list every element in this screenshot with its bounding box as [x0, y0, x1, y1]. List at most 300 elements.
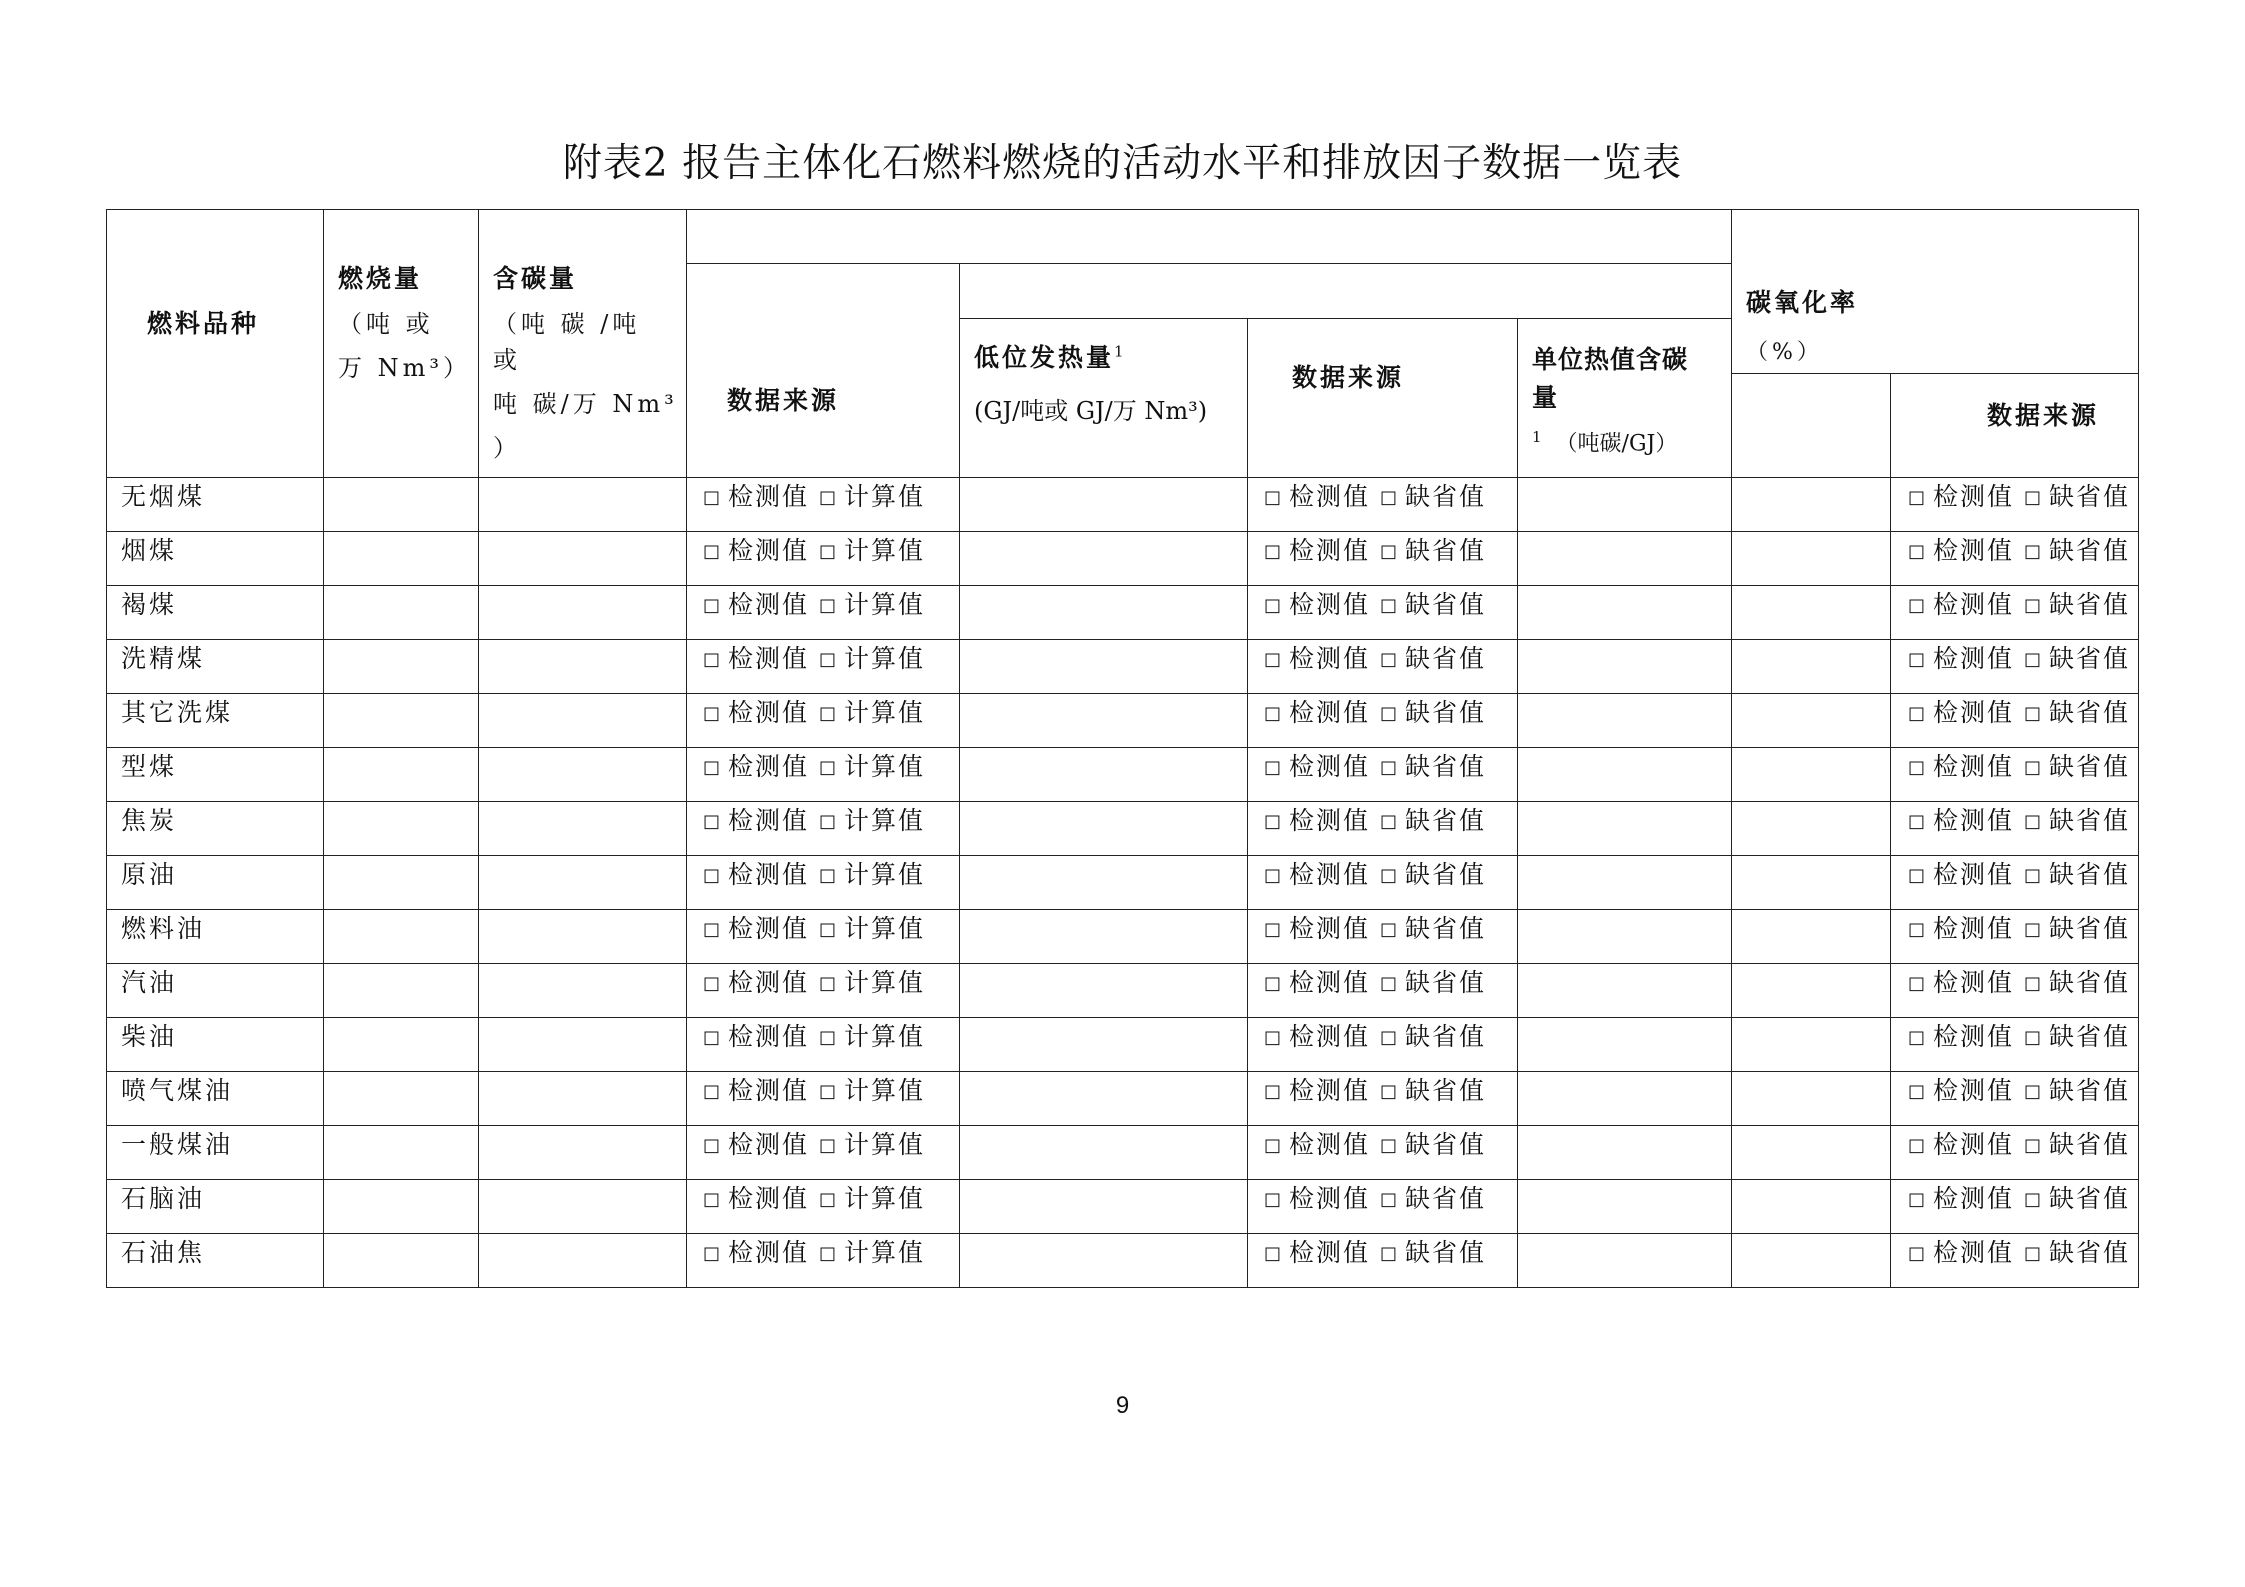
- combustion-cell[interactable]: [324, 964, 479, 1018]
- combustion-cell[interactable]: [324, 748, 479, 802]
- oxidation-cell[interactable]: [1732, 964, 1891, 1018]
- combustion-cell[interactable]: [324, 802, 479, 856]
- unit-carbon-cell[interactable]: [1518, 748, 1732, 802]
- checkbox-measured[interactable]: □: [703, 811, 723, 832]
- combustion-cell[interactable]: [324, 694, 479, 748]
- option-label-default: 缺省值: [2049, 536, 2131, 565]
- fuel-name: 洗精煤: [107, 640, 324, 694]
- checkbox-default[interactable]: □: [2023, 1027, 2043, 1048]
- checkbox-default[interactable]: □: [2023, 1135, 2043, 1156]
- data-source-options: [1248, 1234, 1518, 1288]
- option-label-calculated: 计算值: [844, 590, 926, 619]
- data-source-options: [1891, 748, 2139, 802]
- header-unit-carbon: 单位热值含碳 量 $^1$ （吨碳/GJ）: [1518, 319, 1732, 478]
- checkbox-measured[interactable]: □: [1908, 973, 1928, 994]
- option-label-measured: 检测值: [1289, 968, 1371, 997]
- checkbox-default[interactable]: □: [2023, 865, 2043, 886]
- fuel-name: 原油: [107, 856, 324, 910]
- checkbox-default[interactable]: □: [2023, 1243, 2043, 1264]
- table-row: [107, 1234, 2139, 1288]
- data-source-options: [687, 586, 960, 640]
- combustion-cell[interactable]: [324, 1180, 479, 1234]
- checkbox-calculated[interactable]: □: [818, 487, 838, 508]
- fuel-name: 焦炭: [107, 802, 324, 856]
- option-label-measured: 检测值: [728, 914, 810, 943]
- carbon-content-cell[interactable]: [479, 802, 687, 856]
- option-label-measured: 检测值: [1933, 1184, 2015, 1213]
- data-source-options: [1248, 1180, 1518, 1234]
- combustion-cell[interactable]: [324, 1072, 479, 1126]
- carbon-content-cell[interactable]: [479, 1234, 687, 1288]
- data-source-options: [1891, 694, 2139, 748]
- checkbox-measured[interactable]: □: [703, 865, 723, 886]
- option-label-default: 缺省值: [2049, 1022, 2131, 1051]
- unit-carbon-cell[interactable]: [1518, 640, 1732, 694]
- checkbox-default[interactable]: □: [2023, 541, 2043, 562]
- checkbox-measured[interactable]: □: [1264, 1081, 1284, 1102]
- checkbox-measured[interactable]: □: [1908, 595, 1928, 616]
- lhv-cell[interactable]: [960, 640, 1248, 694]
- data-source-options: [1891, 532, 2139, 586]
- checkbox-default[interactable]: □: [1379, 919, 1399, 940]
- checkbox-calculated[interactable]: □: [818, 1081, 838, 1102]
- header-fuel-type: 燃料品种: [107, 210, 324, 478]
- table-row: [107, 1072, 2139, 1126]
- oxidation-cell[interactable]: [1732, 1180, 1891, 1234]
- checkbox-measured[interactable]: □: [1908, 1081, 1928, 1102]
- fuel-name: 燃料油: [107, 910, 324, 964]
- checkbox-measured[interactable]: □: [1908, 649, 1928, 670]
- checkbox-measured[interactable]: □: [1264, 973, 1284, 994]
- header-oxidation-data-source: 数据来源: [1891, 374, 2139, 478]
- option-label-calculated: 计算值: [844, 644, 926, 673]
- table-row: [107, 856, 2139, 910]
- option-label-default: 缺省值: [1405, 914, 1487, 943]
- lhv-cell[interactable]: [960, 964, 1248, 1018]
- option-label-measured: 检测值: [1933, 752, 2015, 781]
- option-label-measured: 检测值: [1289, 482, 1371, 511]
- checkbox-measured[interactable]: □: [1264, 649, 1284, 670]
- unit-carbon-cell[interactable]: [1518, 694, 1732, 748]
- oxidation-cell[interactable]: [1732, 640, 1891, 694]
- lhv-cell[interactable]: [960, 856, 1248, 910]
- data-source-options: [1248, 478, 1518, 532]
- unit-carbon-cell[interactable]: [1518, 532, 1732, 586]
- checkbox-default[interactable]: □: [2023, 811, 2043, 832]
- checkbox-measured[interactable]: □: [1908, 757, 1928, 778]
- header-blank-mid: [960, 264, 1732, 319]
- checkbox-measured[interactable]: □: [703, 1243, 723, 1264]
- option-label-default: 缺省值: [2049, 1238, 2131, 1267]
- carbon-content-cell[interactable]: [479, 640, 687, 694]
- lhv-cell[interactable]: [960, 748, 1248, 802]
- oxidation-cell[interactable]: [1732, 802, 1891, 856]
- oxidation-cell[interactable]: [1732, 694, 1891, 748]
- data-source-options: [1248, 586, 1518, 640]
- data-source-options: [1248, 1072, 1518, 1126]
- carbon-content-cell[interactable]: [479, 1180, 687, 1234]
- carbon-content-cell[interactable]: [479, 1072, 687, 1126]
- table-row: [107, 478, 2139, 532]
- header-blank-top: [687, 210, 1732, 264]
- checkbox-default[interactable]: □: [2023, 487, 2043, 508]
- checkbox-calculated[interactable]: □: [818, 919, 838, 940]
- option-label-measured: 检测值: [728, 698, 810, 727]
- option-label-measured: 检测值: [1289, 1130, 1371, 1159]
- option-label-default: 缺省值: [1405, 1022, 1487, 1051]
- checkbox-default[interactable]: □: [1379, 973, 1399, 994]
- option-label-default: 缺省值: [1405, 860, 1487, 889]
- checkbox-measured[interactable]: □: [1264, 1135, 1284, 1156]
- option-label-calculated: 计算值: [844, 1022, 926, 1051]
- checkbox-calculated[interactable]: □: [818, 757, 838, 778]
- checkbox-measured[interactable]: □: [1264, 703, 1284, 724]
- checkbox-measured[interactable]: □: [1264, 1243, 1284, 1264]
- checkbox-calculated[interactable]: □: [818, 1135, 838, 1156]
- checkbox-calculated[interactable]: □: [818, 1243, 838, 1264]
- option-label-default: 缺省值: [1405, 752, 1487, 781]
- option-label-measured: 检测值: [1933, 1130, 2015, 1159]
- checkbox-measured[interactable]: □: [1908, 703, 1928, 724]
- data-source-options: [1891, 1234, 2139, 1288]
- option-label-measured: 检测值: [1289, 698, 1371, 727]
- option-label-calculated: 计算值: [844, 914, 926, 943]
- option-label-calculated: 计算值: [844, 482, 926, 511]
- option-label-measured: 检测值: [728, 1022, 810, 1051]
- option-label-measured: 检测值: [728, 860, 810, 889]
- checkbox-calculated[interactable]: □: [818, 703, 838, 724]
- data-source-options: [687, 1234, 960, 1288]
- checkbox-default[interactable]: □: [2023, 919, 2043, 940]
- checkbox-measured[interactable]: □: [1908, 811, 1928, 832]
- checkbox-measured[interactable]: □: [703, 1189, 723, 1210]
- data-source-options: [1891, 910, 2139, 964]
- checkbox-measured[interactable]: □: [1264, 595, 1284, 616]
- option-label-measured: 检测值: [728, 968, 810, 997]
- data-source-options: [687, 856, 960, 910]
- lhv-cell[interactable]: [960, 1126, 1248, 1180]
- checkbox-measured[interactable]: □: [703, 541, 723, 562]
- header-oxidation: 碳氧化率 （%）: [1732, 210, 2139, 374]
- checkbox-measured[interactable]: □: [1264, 1027, 1284, 1048]
- data-source-options: [1891, 964, 2139, 1018]
- option-label-measured: 检测值: [1289, 806, 1371, 835]
- option-label-default: 缺省值: [1405, 698, 1487, 727]
- combustion-cell[interactable]: [324, 856, 479, 910]
- checkbox-default[interactable]: □: [2023, 973, 2043, 994]
- fuel-name: 褐煤: [107, 586, 324, 640]
- checkbox-default[interactable]: □: [2023, 649, 2043, 670]
- option-label-calculated: 计算值: [844, 1130, 926, 1159]
- carbon-content-cell[interactable]: [479, 856, 687, 910]
- checkbox-measured[interactable]: □: [703, 973, 723, 994]
- data-source-options: [687, 532, 960, 586]
- oxidation-cell[interactable]: [1732, 1018, 1891, 1072]
- data-source-options: [687, 802, 960, 856]
- data-source-options: [687, 694, 960, 748]
- option-label-default: 缺省值: [2049, 968, 2131, 997]
- combustion-cell[interactable]: [324, 532, 479, 586]
- option-label-calculated: 计算值: [844, 806, 926, 835]
- option-label-measured: 检测值: [1933, 1022, 2015, 1051]
- option-label-measured: 检测值: [1289, 536, 1371, 565]
- lhv-cell[interactable]: [960, 532, 1248, 586]
- oxidation-cell[interactable]: [1732, 748, 1891, 802]
- option-label-measured: 检测值: [1933, 914, 2015, 943]
- fuel-name: 汽油: [107, 964, 324, 1018]
- option-label-measured: 检测值: [728, 1130, 810, 1159]
- data-source-options: [687, 640, 960, 694]
- unit-carbon-cell[interactable]: [1518, 964, 1732, 1018]
- option-label-measured: 检测值: [1933, 536, 2015, 565]
- carbon-content-cell[interactable]: [479, 694, 687, 748]
- unit-carbon-cell[interactable]: [1518, 1180, 1732, 1234]
- unit-carbon-cell[interactable]: [1518, 856, 1732, 910]
- data-source-options: [1248, 802, 1518, 856]
- header-combustion: 燃烧量 （吨 或 万 Nm³）: [324, 210, 479, 478]
- oxidation-cell[interactable]: [1732, 910, 1891, 964]
- table-row: [107, 802, 2139, 856]
- checkbox-calculated[interactable]: □: [818, 595, 838, 616]
- checkbox-measured[interactable]: □: [1264, 1189, 1284, 1210]
- fuel-name: 其它洗煤: [107, 694, 324, 748]
- checkbox-calculated[interactable]: □: [818, 1027, 838, 1048]
- checkbox-calculated[interactable]: □: [818, 811, 838, 832]
- carbon-content-cell[interactable]: [479, 478, 687, 532]
- data-source-options: [1248, 856, 1518, 910]
- oxidation-cell[interactable]: [1732, 1072, 1891, 1126]
- oxidation-cell[interactable]: [1732, 532, 1891, 586]
- table-row: [107, 964, 2139, 1018]
- option-label-measured: 检测值: [728, 1238, 810, 1267]
- checkbox-default[interactable]: □: [1379, 865, 1399, 886]
- data-source-options: [687, 964, 960, 1018]
- unit-carbon-cell[interactable]: [1518, 910, 1732, 964]
- data-source-options: [1248, 910, 1518, 964]
- option-label-default: 缺省值: [2049, 1184, 2131, 1213]
- checkbox-measured[interactable]: □: [1264, 541, 1284, 562]
- checkbox-default[interactable]: □: [2023, 757, 2043, 778]
- checkbox-measured[interactable]: □: [1264, 757, 1284, 778]
- combustion-cell[interactable]: [324, 1234, 479, 1288]
- checkbox-default[interactable]: □: [1379, 649, 1399, 670]
- carbon-content-cell[interactable]: [479, 1018, 687, 1072]
- option-label-default: 缺省值: [2049, 914, 2131, 943]
- option-label-measured: 检测值: [1933, 860, 2015, 889]
- checkbox-default[interactable]: □: [1379, 595, 1399, 616]
- table-row: [107, 586, 2139, 640]
- combustion-cell[interactable]: [324, 586, 479, 640]
- option-label-measured: 检测值: [1933, 698, 2015, 727]
- checkbox-calculated[interactable]: □: [818, 865, 838, 886]
- data-source-options: [1248, 640, 1518, 694]
- checkbox-default[interactable]: □: [1379, 487, 1399, 508]
- carbon-content-cell[interactable]: [479, 748, 687, 802]
- lhv-cell[interactable]: [960, 1018, 1248, 1072]
- table-row: [107, 694, 2139, 748]
- checkbox-measured[interactable]: □: [703, 919, 723, 940]
- table-row: [107, 1126, 2139, 1180]
- combustion-cell[interactable]: [324, 640, 479, 694]
- data-source-options: [1248, 694, 1518, 748]
- carbon-content-cell[interactable]: [479, 586, 687, 640]
- data-source-options: [687, 1126, 960, 1180]
- option-label-measured: 检测值: [1933, 482, 2015, 511]
- checkbox-measured[interactable]: □: [703, 703, 723, 724]
- data-source-options: [1248, 964, 1518, 1018]
- option-label-default: 缺省值: [1405, 968, 1487, 997]
- checkbox-measured[interactable]: □: [703, 1135, 723, 1156]
- checkbox-measured[interactable]: □: [1908, 919, 1928, 940]
- unit-carbon-cell[interactable]: [1518, 478, 1732, 532]
- option-label-calculated: 计算值: [844, 1184, 926, 1213]
- option-label-measured: 检测值: [1289, 644, 1371, 673]
- checkbox-default[interactable]: □: [1379, 541, 1399, 562]
- page-title: 附表2 报告主体化石燃料燃烧的活动水平和排放因子数据一览表: [562, 141, 1683, 186]
- option-label-measured: 检测值: [1933, 806, 2015, 835]
- lhv-cell[interactable]: [960, 910, 1248, 964]
- option-label-measured: 检测值: [728, 482, 810, 511]
- checkbox-measured[interactable]: □: [1264, 811, 1284, 832]
- oxidation-cell[interactable]: [1732, 478, 1891, 532]
- combustion-cell[interactable]: [324, 478, 479, 532]
- checkbox-measured[interactable]: □: [703, 649, 723, 670]
- checkbox-measured[interactable]: □: [1264, 919, 1284, 940]
- option-label-default: 缺省值: [1405, 1130, 1487, 1159]
- option-label-calculated: 计算值: [844, 752, 926, 781]
- checkbox-default[interactable]: □: [1379, 1243, 1399, 1264]
- page-number: 9: [1115, 1392, 1130, 1419]
- option-label-measured: 检测值: [1933, 1238, 2015, 1267]
- lhv-cell[interactable]: [960, 1234, 1248, 1288]
- option-label-measured: 检测值: [728, 536, 810, 565]
- checkbox-default[interactable]: □: [1379, 703, 1399, 724]
- option-label-measured: 检测值: [1289, 1184, 1371, 1213]
- lhv-cell[interactable]: [960, 694, 1248, 748]
- data-source-options: [1891, 1126, 2139, 1180]
- oxidation-cell[interactable]: [1732, 1126, 1891, 1180]
- combustion-cell[interactable]: [324, 1126, 479, 1180]
- checkbox-measured[interactable]: □: [1264, 487, 1284, 508]
- header-oxidation-value-blank: [1732, 374, 1891, 478]
- combustion-cell[interactable]: [324, 1018, 479, 1072]
- checkbox-measured[interactable]: □: [1908, 865, 1928, 886]
- unit-carbon-cell[interactable]: [1518, 1234, 1732, 1288]
- header-lhv: 低位发热量$^1$ (GJ/吨或 GJ/万 Nm³): [960, 319, 1248, 478]
- option-label-measured: 检测值: [1933, 1076, 2015, 1105]
- option-label-measured: 检测值: [1289, 752, 1371, 781]
- fuel-combustion-table: [106, 209, 2139, 1288]
- data-source-options: [1891, 856, 2139, 910]
- checkbox-calculated[interactable]: □: [818, 1189, 838, 1210]
- checkbox-calculated[interactable]: □: [818, 541, 838, 562]
- fuel-name: 一般煤油: [107, 1126, 324, 1180]
- fuel-name: 柴油: [107, 1018, 324, 1072]
- option-label-measured: 检测值: [728, 644, 810, 673]
- lhv-cell[interactable]: [960, 1180, 1248, 1234]
- option-label-calculated: 计算值: [844, 536, 926, 565]
- checkbox-measured[interactable]: □: [1908, 487, 1928, 508]
- checkbox-measured[interactable]: □: [1908, 1189, 1928, 1210]
- unit-carbon-cell[interactable]: [1518, 1126, 1732, 1180]
- checkbox-measured[interactable]: □: [1908, 1135, 1928, 1156]
- data-source-options: [1891, 1018, 2139, 1072]
- option-label-measured: 检测值: [728, 752, 810, 781]
- unit-carbon-cell[interactable]: [1518, 802, 1732, 856]
- lhv-cell[interactable]: [960, 1072, 1248, 1126]
- oxidation-cell[interactable]: [1732, 586, 1891, 640]
- carbon-content-cell[interactable]: [479, 532, 687, 586]
- unit-carbon-cell[interactable]: [1518, 1072, 1732, 1126]
- lhv-cell[interactable]: [960, 478, 1248, 532]
- table-body: [107, 478, 2139, 1288]
- option-label-default: 缺省值: [1405, 1184, 1487, 1213]
- fuel-name: 烟煤: [107, 532, 324, 586]
- checkbox-measured[interactable]: □: [703, 757, 723, 778]
- carbon-content-cell[interactable]: [479, 964, 687, 1018]
- option-label-calculated: 计算值: [844, 968, 926, 997]
- data-source-options: [687, 748, 960, 802]
- checkbox-measured[interactable]: □: [1908, 1243, 1928, 1264]
- data-source-options: [1891, 586, 2139, 640]
- checkbox-default[interactable]: □: [1379, 1081, 1399, 1102]
- lhv-cell[interactable]: [960, 586, 1248, 640]
- checkbox-measured[interactable]: □: [703, 487, 723, 508]
- checkbox-measured[interactable]: □: [1264, 865, 1284, 886]
- option-label-default: 缺省值: [2049, 752, 2131, 781]
- checkbox-calculated[interactable]: □: [818, 649, 838, 670]
- checkbox-default[interactable]: □: [1379, 1027, 1399, 1048]
- header-data-source: 数据来源: [687, 264, 960, 478]
- data-source-options: [1891, 802, 2139, 856]
- unit-carbon-cell[interactable]: [1518, 1018, 1732, 1072]
- data-source-options: [1891, 478, 2139, 532]
- option-label-calculated: 计算值: [844, 1076, 926, 1105]
- oxidation-cell[interactable]: [1732, 1234, 1891, 1288]
- option-label-default: 缺省值: [1405, 644, 1487, 673]
- checkbox-measured[interactable]: □: [1908, 1027, 1928, 1048]
- checkbox-default[interactable]: □: [2023, 703, 2043, 724]
- checkbox-measured[interactable]: □: [1908, 541, 1928, 562]
- carbon-content-cell[interactable]: [479, 1126, 687, 1180]
- lhv-cell[interactable]: [960, 802, 1248, 856]
- fuel-name: 石油焦: [107, 1234, 324, 1288]
- checkbox-measured[interactable]: □: [703, 1027, 723, 1048]
- option-label-measured: 检测值: [728, 1076, 810, 1105]
- checkbox-default[interactable]: □: [1379, 1135, 1399, 1156]
- checkbox-default[interactable]: □: [1379, 757, 1399, 778]
- checkbox-default[interactable]: □: [1379, 811, 1399, 832]
- checkbox-default[interactable]: □: [2023, 1189, 2043, 1210]
- fuel-name: 石脑油: [107, 1180, 324, 1234]
- option-label-default: 缺省值: [1405, 536, 1487, 565]
- oxidation-cell[interactable]: [1732, 856, 1891, 910]
- checkbox-default[interactable]: □: [2023, 1081, 2043, 1102]
- checkbox-measured[interactable]: □: [703, 1081, 723, 1102]
- checkbox-default[interactable]: □: [1379, 1189, 1399, 1210]
- checkbox-measured[interactable]: □: [703, 595, 723, 616]
- carbon-content-cell[interactable]: [479, 910, 687, 964]
- option-label-measured: 检测值: [1933, 590, 2015, 619]
- unit-carbon-cell[interactable]: [1518, 586, 1732, 640]
- fuel-name: 型煤: [107, 748, 324, 802]
- checkbox-default[interactable]: □: [2023, 595, 2043, 616]
- fuel-name: 无烟煤: [107, 478, 324, 532]
- checkbox-calculated[interactable]: □: [818, 973, 838, 994]
- option-label-default: 缺省值: [2049, 1076, 2131, 1105]
- option-label-calculated: 计算值: [844, 1238, 926, 1267]
- combustion-cell[interactable]: [324, 910, 479, 964]
